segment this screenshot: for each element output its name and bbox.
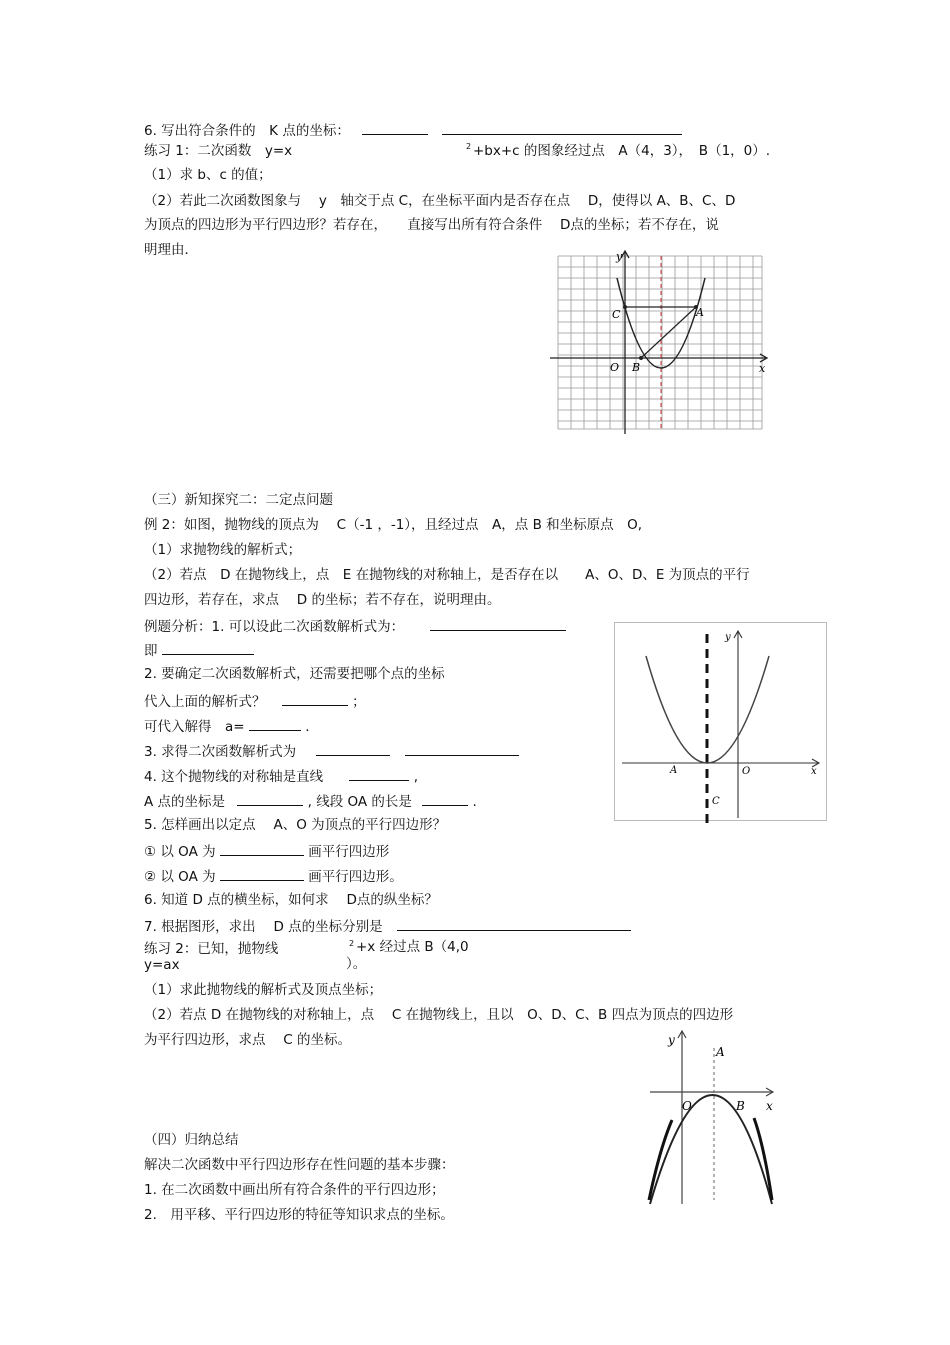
analysis-5: 5. 怎样画出以定点 A、O 为顶点的平行四边形？: [144, 817, 447, 833]
answer-blank[interactable]: [316, 741, 390, 756]
analysis-text: , 线段 OA 的长是: [307, 794, 412, 810]
analysis-text: .: [472, 794, 477, 810]
label-x: x: [811, 766, 817, 777]
example-2-part-1: （1）求抛物线的解析式；: [144, 542, 302, 558]
exercise-2: [356, 938, 469, 956]
answer-blank[interactable]: [282, 691, 348, 706]
label-y: y: [668, 1033, 675, 1047]
label-x: x: [759, 362, 766, 375]
summary-intro: 解决二次函数中平行四边形存在性问题的基本步骤：: [144, 1157, 455, 1173]
exercise-1-part-2: 明理由．: [144, 242, 198, 258]
superscript: 2: [349, 939, 355, 948]
analysis-2: 2. 要确定二次函数解析式，还需要把哪个点的坐标: [144, 666, 445, 682]
analysis-text: 画平行四边形: [308, 844, 390, 860]
label-c: C: [712, 796, 720, 807]
analysis-text: 例题分析：1. 可以设此二次函数解析式为：: [144, 619, 405, 635]
point-b: [639, 356, 643, 360]
figure-frame: [615, 623, 827, 821]
analysis-text: ；: [352, 694, 366, 710]
answer-blank[interactable]: [430, 616, 566, 631]
analysis-2c: [144, 716, 309, 736]
exercise-2-part-1: （1）求此抛物线的解析式及顶点坐标；: [144, 982, 383, 998]
axes: [650, 1031, 773, 1204]
question-6-text: 6. 写出符合条件的 K 点的坐标：: [144, 123, 350, 139]
exercise-2-text: ）。: [346, 956, 367, 972]
exercise-1-cont: [473, 142, 770, 160]
analysis-text: 7. 根据图形，求出 D 点的坐标分别是: [144, 919, 383, 935]
section-heading: （三）新知探究二：二定点问题: [144, 492, 333, 508]
parabola-left-branch: [649, 1120, 672, 1200]
superscript: 2: [466, 142, 472, 151]
summary-step-1: 1. 在二次函数中画出所有符合条件的平行四边形；: [144, 1182, 445, 1198]
label-b: B: [736, 1099, 745, 1113]
analysis-text: 画平行四边形。: [308, 869, 403, 885]
answer-blank[interactable]: [422, 791, 468, 806]
answer-blank[interactable]: [162, 640, 254, 655]
label-a: A: [670, 765, 678, 776]
answer-blank[interactable]: [220, 866, 304, 881]
analysis-1: [144, 616, 566, 636]
label-o: O: [682, 1099, 692, 1113]
analysis-text: 代入上面的解析式？: [144, 694, 266, 710]
answer-blank[interactable]: [405, 741, 519, 756]
label-o: O: [610, 361, 620, 374]
analysis-text: A 点的坐标是: [144, 794, 226, 810]
label-x: x: [766, 1099, 773, 1113]
exercise-1-text: 练习 1：二次函数 y=x: [144, 143, 293, 159]
exercise-1-part-1: （1）求 b、c 的值；: [144, 167, 272, 183]
answer-blank[interactable]: [442, 120, 682, 135]
label-c: C: [612, 308, 621, 321]
analysis-text: 可代入解得 a=: [144, 719, 245, 735]
analysis-4b: [144, 791, 477, 811]
analysis-text: 即: [144, 643, 158, 659]
exercise-2-part-2: （2）若点 D 在抛物线的对称轴上，点 C 在抛物线上，且以 O、D、C、B 四点为顶点的四边形: [144, 1007, 734, 1023]
analysis-text: ,: [413, 769, 419, 785]
figure-3-graph: [646, 1028, 778, 1208]
label-a: A: [696, 306, 704, 319]
answer-blank[interactable]: [362, 120, 428, 135]
label-b: B: [632, 361, 641, 374]
summary-step-2: 2. 用平移、平行四边形的特征等知识求点的坐标。: [144, 1207, 454, 1223]
analysis-1b: [144, 640, 254, 660]
example-2: 例 2：如图，抛物线的顶点为 C（-1 ，-1），且经过点 A，点 B 和坐标原点 O,: [144, 517, 643, 533]
analysis-4: [144, 766, 418, 786]
exercise-2-part-2: 为平行四边形，求点 C 的坐标。: [144, 1032, 352, 1048]
exercise-1-line: [144, 142, 292, 160]
question-6: [144, 120, 682, 140]
exercise-1-text: +bx+c 的图象经过点 A（4，3）， B（1，0）.: [473, 143, 771, 159]
analysis-2b: [144, 691, 366, 711]
exercise-2-text: 练习 2：已知，抛物线: [144, 941, 279, 957]
analysis-text: .: [305, 719, 310, 735]
analysis-text: ② 以 OA 为: [144, 869, 216, 885]
answer-blank[interactable]: [249, 716, 301, 731]
axes: [622, 631, 819, 818]
label-y: y: [616, 250, 623, 263]
parabola-right-branch: [754, 1118, 772, 1200]
analysis-7: [144, 916, 631, 936]
analysis-6: 6. 知道 D 点的横坐标，如何求 D点的纵坐标？: [144, 892, 438, 908]
exercise-2: [144, 956, 180, 974]
answer-blank[interactable]: [397, 916, 631, 931]
example-2-part-2: （2）若点 D 在抛物线上，点 E 在抛物线的对称轴上，是否存在以 A、O、D、E 为顶点的平行: [144, 567, 750, 583]
section-heading: （四）归纳总结: [144, 1132, 239, 1148]
exercise-2: [346, 955, 366, 973]
exercise-2-text: +x 经过点 B（4,0: [356, 939, 469, 955]
analysis-text: 4. 这个抛物线的对称轴是直线: [144, 769, 324, 785]
grid-lines: [558, 256, 762, 429]
answer-blank[interactable]: [237, 791, 303, 806]
analysis-text: ① 以 OA 为: [144, 844, 216, 860]
analysis-text: 3. 求得二次函数解析式为: [144, 744, 297, 760]
exercise-2-text: y=ax: [144, 957, 180, 973]
point-c: [623, 305, 627, 309]
analysis-5-2: [144, 866, 403, 886]
answer-blank[interactable]: [349, 766, 409, 781]
label-y: y: [725, 632, 731, 643]
example-2-part-2: 四边形，若存在，求点 D 的坐标；若不存在，说明理由。: [144, 592, 501, 608]
figure-2-graph: [614, 622, 828, 830]
analysis-5-1: [144, 841, 389, 861]
analysis-3: [144, 741, 519, 761]
exercise-1-part-2: （2）若此二次函数图象与 y 轴交于点 C，在坐标平面内是否存在点 D，使得以 A、B、C、D: [144, 193, 736, 209]
label-o: O: [742, 766, 751, 777]
exercise-1-part-2: 为顶点的四边形为平行四边形？若存在， 直接写出所有符合条件 D点的坐标；若不存在，说: [144, 217, 719, 233]
figure-1-graph: [548, 248, 774, 438]
parabola: [650, 1095, 772, 1204]
label-a: A: [716, 1045, 725, 1059]
answer-blank[interactable]: [220, 841, 304, 856]
